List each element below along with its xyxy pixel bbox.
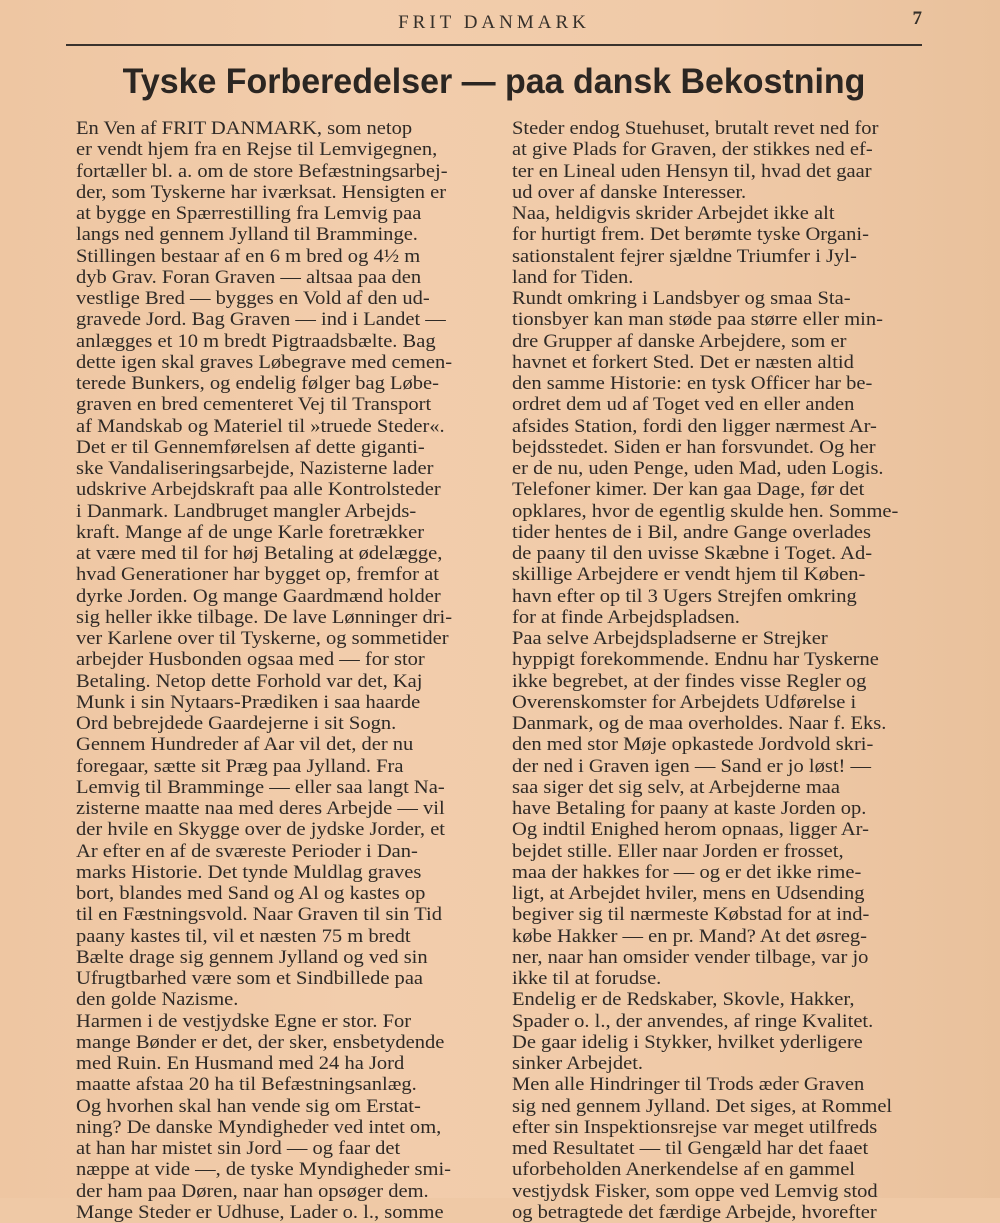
article-text-line: langs ned gennem Jylland til Bramminge. — [76, 224, 418, 246]
article-text-line: den med stor Møje opkastede Jordvold skri- — [512, 734, 874, 756]
article-text-line: ordret dem ud af Toget ved en eller anden — [512, 394, 855, 416]
running-header — [66, 8, 922, 46]
article-text-line: den samme Historie: en tysk Officer har be- — [512, 373, 873, 394]
article-text-line: Telefoner kimer. Der kan gaa Dage, før det — [512, 479, 865, 501]
article-text-line: Naa, heldigvis skrider Arbejdet ikke alt — [512, 203, 835, 224]
article-text-line: havnet et forkert Sted. Det er næsten altid — [512, 351, 854, 373]
article-text-line: sig heller ikke tilbage. De lave Lønninger dri- — [76, 606, 453, 628]
article-text-line: dre Grupper af danske Arbejdere, som er — [512, 330, 847, 352]
article-text-line: der, som Tyskerne har iværksat. Hensigten er — [76, 181, 447, 203]
article-text-line: maatte afstaa 20 ha til Befæstningsanlæg. — [76, 1074, 417, 1096]
article-text-line: anlægges et 10 m bredt Pigtraadsbælte. Bag — [76, 330, 436, 352]
article-text-line: der ham paa Døren, naar han opsøger dem. — [76, 1180, 429, 1202]
article-text-line: dyrke Jorden. Og mange Gaardmænd holder — [76, 585, 441, 607]
article-text-line: ske Vandaliseringsarbejde, Nazisterne lader — [76, 458, 434, 479]
article-text-line: og betragtede det færdige Arbejde, hvorefter — [512, 1201, 877, 1223]
article-text-line: Spader o. l., der anvendes, af ringe Kvalitet. — [512, 1010, 874, 1032]
article-text-line: at være med til for høj Betaling at ødelægge, — [76, 543, 443, 564]
article-text-line: havn efter op til 3 Ugers Strejfen omkring — [512, 585, 857, 607]
article-text-line: foregaar, sætte sit Præg paa Jylland. Fra — [76, 755, 404, 777]
article-text-line: er vendt hjem fra en Rejse til Lemvigegnen, — [76, 139, 438, 161]
article-text-line: Munk i sin Nytaars-Prædiken i saa haarde — [76, 691, 421, 713]
article-text-line: bort, blandes med Sand og Al og kastes op — [76, 883, 426, 904]
article-text-line: dette igen skal graves Løbegrave med cemen- — [76, 351, 453, 373]
article-text-line: ligt, at Arbejdet hviler, mens en Udsending — [512, 883, 865, 904]
article-text-line: hvad Generationer har bygget op, fremfor at — [76, 564, 439, 586]
article-text-line: fortæller bl. a. om de store Befæstningsarbej- — [76, 160, 448, 182]
article-left-column — [76, 118, 486, 1223]
article-text-line: tionsbyer kan man støde paa større eller min- — [512, 309, 883, 331]
article-text-line: Endelig er de Redskaber, Skovle, Hakker, — [512, 989, 855, 1011]
article-text-line: En Ven af FRIT DANMARK, som netop — [76, 118, 413, 139]
article-text-line: kraft. Mange af de unge Karle foretrækker — [76, 521, 425, 543]
article-text-line: bejdsstedet. Siden er han forsvundet. Og her — [512, 436, 876, 458]
article-text-line: opklares, hvor de egentlig skulde hen. Somme- — [512, 500, 899, 522]
article-text-line: at han har mistet sin Jord — og faar det — [76, 1138, 401, 1159]
article-text-line: ikke begrebet, at der findes visse Regler og — [512, 670, 867, 692]
article-text-line: for hurtigt frem. Det berømte tyske Organi- — [512, 224, 869, 246]
article-text-line: arbejder Husbonden ogsaa med — for stor — [76, 649, 425, 671]
article-text-line: land for Tiden. — [512, 266, 634, 288]
article-text-line: Men alle Hindringer til Trods æder Graven — [512, 1074, 865, 1096]
article-text-line: Harmen i de vestjydske Egne er stor. For — [76, 1010, 412, 1032]
article-text-line: ver Karlene over til Tyskerne, og sommetider — [76, 628, 449, 649]
article-text-line: Stillingen bestaar af en 6 m bred og 4½ m — [76, 245, 421, 267]
article-text-line: Ufrugtbarhed være som et Sindbillede paa — [76, 968, 424, 989]
article-text-line: gravede Jord. Bag Graven — ind i Landet — — [76, 309, 446, 331]
article-text-line: mange Bønder er det, der sker, ensbetydende — [76, 1031, 445, 1053]
article-text-line: efter sin Inspektionsrejse var meget utilfreds — [512, 1116, 878, 1138]
article-text-line: De gaar idelig i Stykker, hvilket yderligere — [512, 1031, 863, 1053]
article-text-line: for at finde Arbejdspladsen. — [512, 606, 740, 628]
article-text-line: hyppigt forekommende. Endnu har Tyskerne — [512, 649, 879, 671]
article-text-line: paany kastes til, vil et næsten 75 m bredt — [76, 925, 411, 947]
article-text-line: begiver sig til nærmeste Købstad for at ind- — [512, 904, 870, 926]
article-text-line: bejdet stille. Eller naar Jorden er frosset, — [512, 840, 844, 862]
article-text-line: Betaling. Netop dette Forhold var det, Kaj — [76, 670, 423, 692]
article-text-line: Gennem Hundreder af Aar vil det, der nu — [76, 734, 414, 756]
article-text-line: at bygge en Spærrestilling fra Lemvig paa — [76, 203, 422, 224]
article-headline: Tyske Forberedelser — paa dansk Bekostning — [122, 62, 866, 101]
article-text-line: Steder endog Stuehuset, brutalt revet ned for — [512, 118, 879, 139]
article-text-line: næppe at vide —, de tyske Myndigheder smi- — [76, 1159, 451, 1181]
article-text-line: Ar efter en af de sværeste Perioder i Dan- — [76, 840, 418, 862]
article-text-line: skillige Arbejdere er vendt hjem til Køben- — [512, 564, 866, 586]
article-text-line: Paa selve Arbejdspladserne er Strejker — [512, 628, 828, 649]
article-text-line: udskrive Arbejdskraft paa alle Kontrolsteder — [76, 479, 441, 501]
article-text-line: ning? De danske Myndigheder ved intet om, — [76, 1116, 442, 1138]
article-text-line: der hvile en Skygge over de jydske Jorder, et — [76, 819, 446, 841]
article-text-line: sationstalent fejrer sjældne Triumfer i Jyl- — [512, 245, 857, 267]
article-text-line: de paany til den uvisse Skæbne i Toget. Ad- — [512, 543, 873, 564]
article-text-line: graven en bred cementeret Vej til Transport — [76, 394, 432, 416]
article-text-line: er de nu, uden Penge, uden Mad, uden Logis. — [512, 458, 884, 479]
article-text-line: ter en Lineal uden Hensyn til, hvad det gaar — [512, 160, 872, 182]
article-text-line: Danmark, og de maa overholdes. Naar f. Eks. — [512, 713, 887, 734]
masthead: FRIT DANMARK — [398, 12, 590, 33]
article-text-line: ikke til at forudse. — [512, 968, 662, 989]
article-text-line: Og hvorhen skal han vende sig om Erstat- — [76, 1095, 421, 1117]
article-text-line: have Betaling for paany at kaste Jorden op. — [512, 798, 867, 819]
article-text-line: saa siger det sig selv, at Arbejderne maa — [512, 776, 841, 798]
article-text-line: Ord bebrejdede Gaardejerne i sit Sogn. — [76, 713, 397, 734]
article-text-line: til en Fæstningsvold. Naar Graven til sin Tid — [76, 904, 442, 926]
article-text-line: zisterne maatte naa med deres Arbejde — vil — [76, 798, 445, 819]
article-text-line: med Resultatet — til Gengæld har det faaet — [512, 1138, 869, 1159]
article-text-line: dyb Grav. Foran Graven — altsaa paa den — [76, 266, 422, 288]
article-text-line: Mange Steder er Udhuse, Lader o. l., somme — [76, 1201, 444, 1223]
article-text-line: der ned i Graven igen — Sand er jo løst! — — [512, 755, 872, 777]
article-text-line: sinker Arbejdet. — [512, 1053, 644, 1074]
article-text-line: Bælte drage sig gennem Jylland og ved sin — [76, 946, 428, 968]
article-text-line: Lemvig til Bramminge — eller saa langt Na- — [76, 776, 445, 798]
article-text-line: afsides Station, fordi den ligger nærmest Ar- — [512, 415, 877, 437]
article-text-line: maa der hakkes for — og er det ikke rime- — [512, 861, 862, 883]
article-text-line: ner, naar han omsider vender tilbage, var jo — [512, 946, 869, 968]
article-text-line: terede Bunkers, og endelig følger bag Løbe- — [76, 373, 439, 394]
page-number: 7 — [912, 8, 922, 29]
article-text-line: den golde Nazisme. — [76, 989, 239, 1011]
article-right-column — [512, 118, 932, 1223]
article-text-line: Rundt omkring i Landsbyer og smaa Sta- — [512, 288, 851, 309]
article-text-line: uforbeholden Anerkendelse af en gammel — [512, 1159, 856, 1181]
article-text-line: marks Historie. Det tynde Muldlag graves — [76, 861, 422, 883]
article-text-line: at give Plads for Graven, der stikkes ned ef- — [512, 139, 873, 161]
article-text-line: vestlige Bred — bygges en Vold af den ud- — [76, 288, 430, 309]
article-text-line: tider hentes de i Bil, andre Gange overlades — [512, 521, 871, 543]
article-text-line: købe Hakker — en pr. Mand? At det øsreg- — [512, 925, 868, 947]
article-text-line: sig ned gennem Jylland. Det siges, at Rommel — [512, 1095, 893, 1117]
article-text-line: i Danmark. Landbruget mangler Arbejds- — [76, 500, 417, 522]
article-text-line: ud over af danske Interesser. — [512, 181, 747, 203]
article-text-line: Det er til Gennemførelsen af dette giganti- — [76, 436, 425, 458]
article-text-line: vestjydsk Fisker, som oppe ved Lemvig stod — [512, 1180, 878, 1202]
article-text-line: af Mandskab og Materiel til »truede Steder«. — [76, 415, 445, 437]
article-text-line: Og indtil Enighed herom opnaas, ligger Ar- — [512, 819, 869, 841]
article-text-line: med Ruin. En Husmand med 24 ha Jord — [76, 1053, 405, 1074]
article-text-line: Overenskomster for Arbejdets Udførelse i — [512, 691, 857, 713]
